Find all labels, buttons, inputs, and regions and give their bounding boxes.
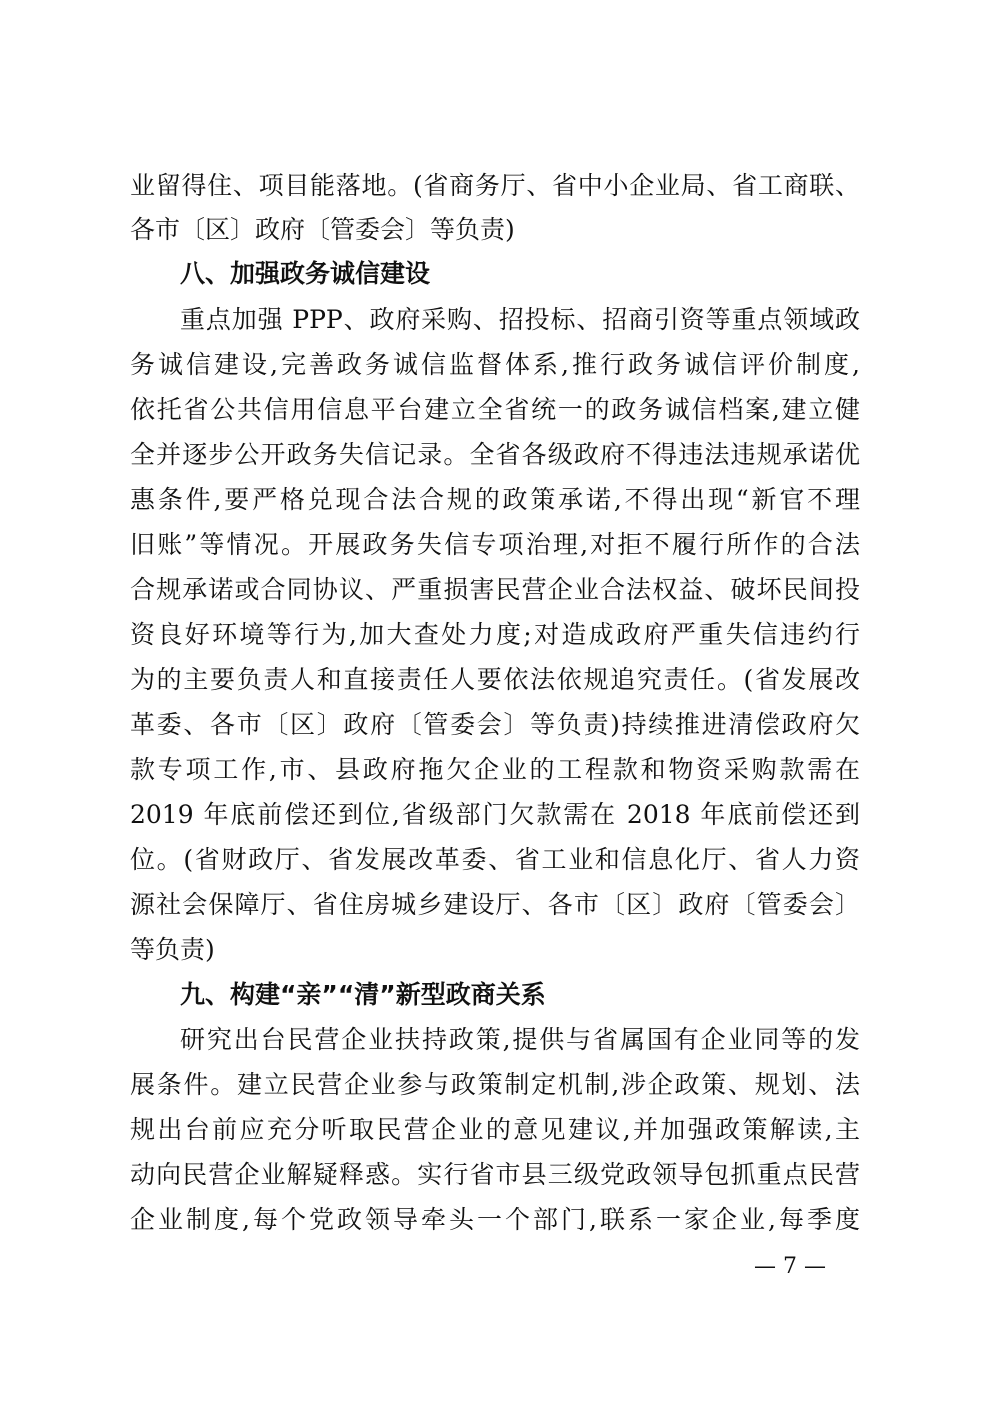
body-line-7: 惠条件,要严格兑现合法合规的政策承诺,不得出现“新官不理 (130, 485, 860, 514)
section-heading-8: 八、加强政务诚信建设 (180, 259, 431, 288)
body-line-8: 旧账”等情况。开展政务失信专项治理,对拒不履行所作的合法 (130, 530, 860, 559)
body-line-6: 全并逐步公开政务失信记录。全省各级政府不得违法违规承诺优 (130, 440, 860, 469)
body-line-19: 展条件。建立民营企业参与政策制定机制,涉企政策、规划、法 (130, 1070, 860, 1099)
body-line-2: 各市〔区〕政府〔管委会〕等负责) (130, 215, 515, 244)
body-line-5: 依托省公共信用信息平台建立全省统一的政务诚信档案,建立健 (130, 395, 860, 424)
section-heading-9: 九、构建“亲”“清”新型政商关系 (180, 980, 546, 1009)
body-line-22: 企业制度,每个党政领导牵头一个部门,联系一家企业,每季度 (130, 1205, 860, 1234)
body-line-12: 革委、各市〔区〕政府〔管委会〕等负责)持续推进清偿政府欠 (130, 710, 860, 739)
body-line-16: 源社会保障厅、省住房城乡建设厅、各市〔区〕政府〔管委会〕 (130, 890, 860, 919)
body-line-17: 等负责) (130, 935, 215, 964)
body-line-11: 为的主要负责人和直接责任人要依法依规追究责任。(省发展改 (130, 665, 860, 694)
body-line-21: 动向民营企业解疑释惑。实行省市县三级党政领导包抓重点民营 (130, 1160, 860, 1189)
body-line-13: 款专项工作,市、县政府拖欠企业的工程款和物资采购款需在 (130, 755, 860, 784)
body-line-3: 重点加强 PPP、政府采购、招投标、招商引资等重点领域政 (180, 305, 860, 334)
body-line-18: 研究出台民营企业扶持政策,提供与省属国有企业同等的发 (180, 1025, 860, 1054)
body-line-1: 业留得住、项目能落地。(省商务厅、省中小企业局、省工商联、 (130, 171, 860, 200)
body-line-10: 资良好环境等行为,加大查处力度;对造成政府严重失信违约行 (130, 620, 860, 649)
body-line-20: 规出台前应充分听取民营企业的意见建议,并加强政策解读,主 (130, 1115, 860, 1144)
page-number: — 7 — (754, 1254, 826, 1279)
body-line-9: 合规承诺或合同协议、严重损害民营企业合法权益、破坏民间投 (130, 575, 860, 604)
body-line-4: 务诚信建设,完善政务诚信监督体系,推行政务诚信评价制度, (130, 350, 860, 379)
body-line-14: 2019 年底前偿还到位,省级部门欠款需在 2018 年底前偿还到 (130, 800, 860, 829)
body-line-15: 位。(省财政厅、省发展改革委、省工业和信息化厅、省人力资 (130, 845, 860, 874)
